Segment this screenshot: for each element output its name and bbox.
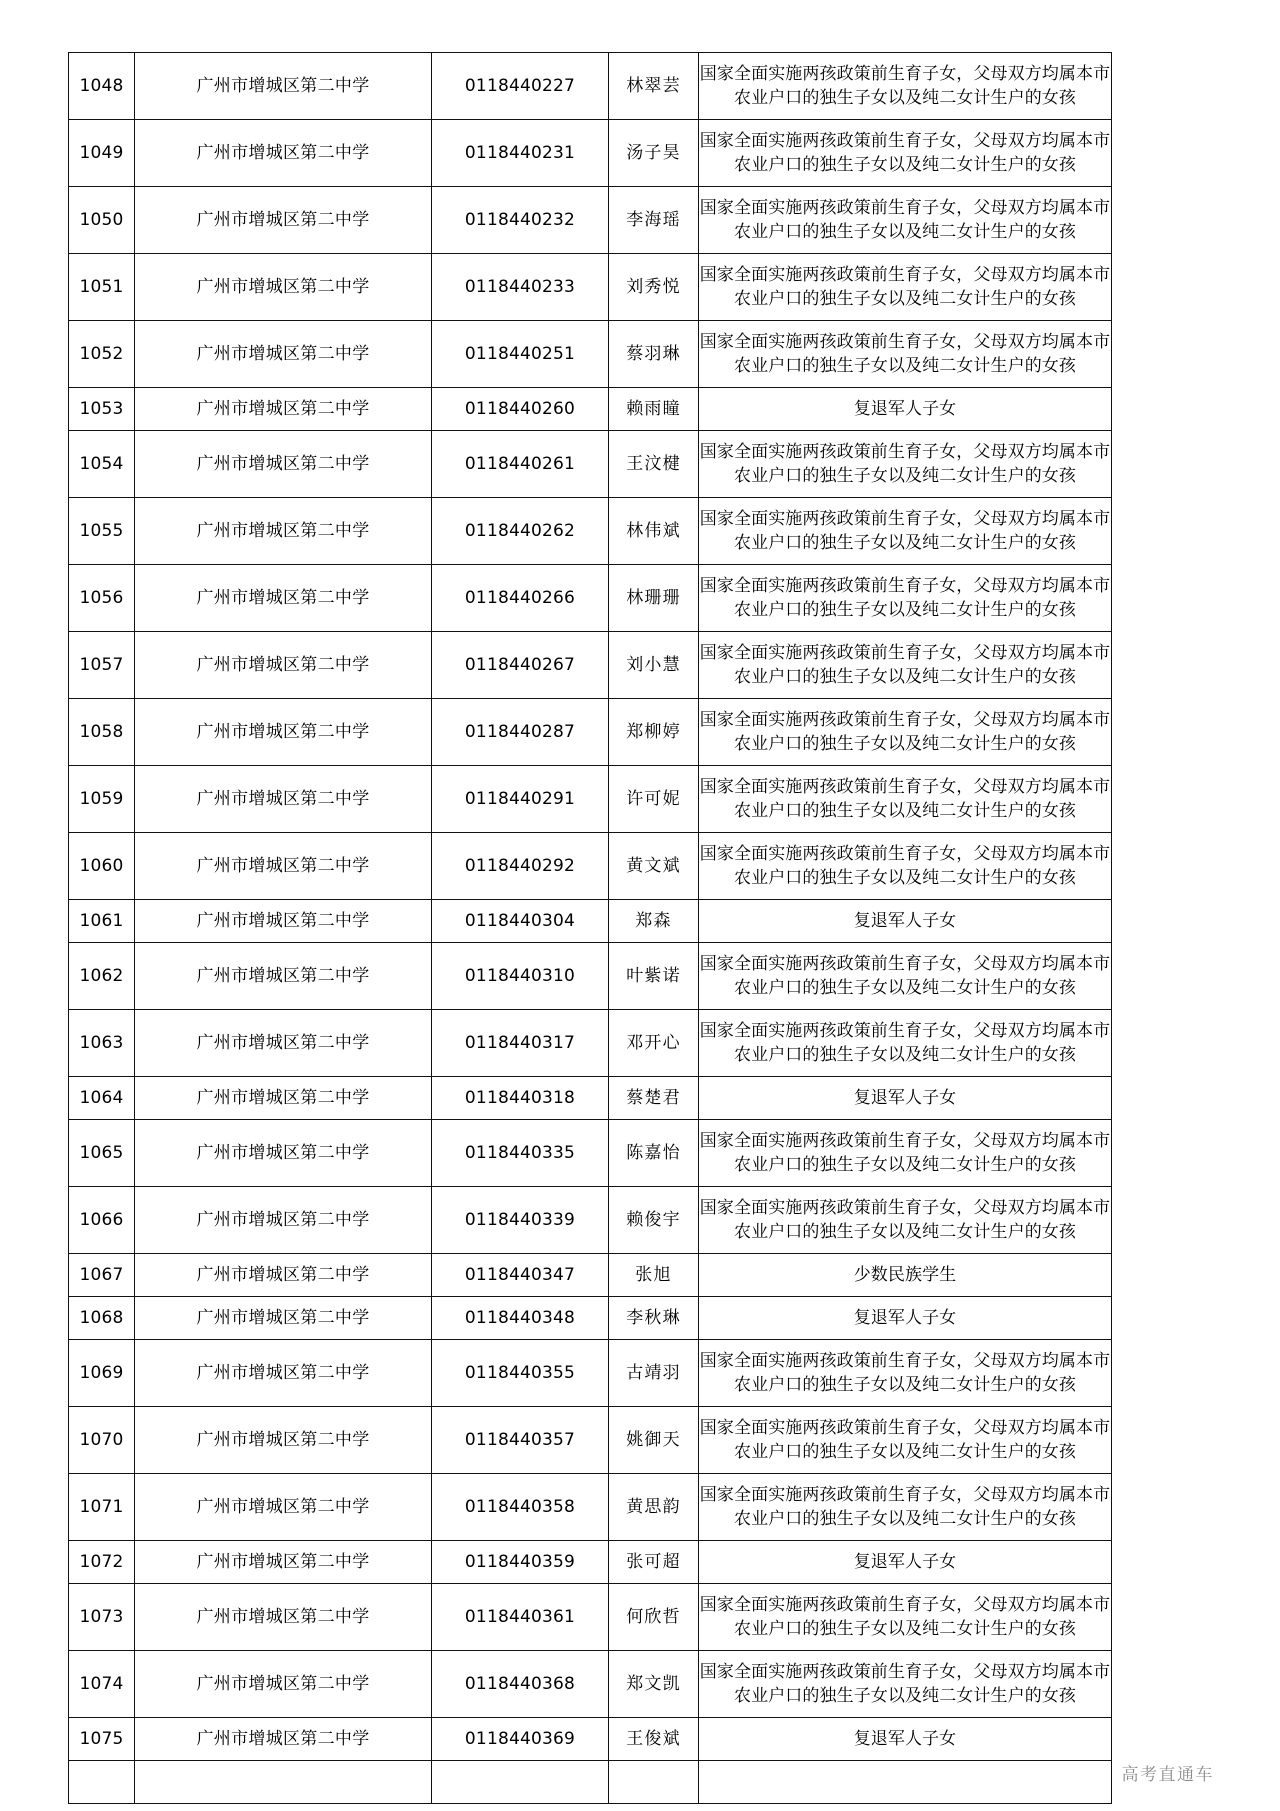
cell-student-name: 郑森 (609, 900, 699, 943)
cell-sequence-number: 1070 (69, 1407, 135, 1474)
cell-student-name: 郑柳婷 (609, 699, 699, 766)
policy-reason-text: 国家全面实施两孩政策前生育子女，父母双方均属本市农业户口的独生子女以及纯二女计生户的女孩 (699, 1661, 1111, 1706)
policy-reason-text: 国家全面实施两孩政策前生育子女，父母双方均属本市农业户口的独生子女以及纯二女计生户的女孩 (699, 575, 1111, 620)
cell-school-name: 广州市增城区第二中学 (135, 1340, 432, 1407)
policy-reason-text: 国家全面实施两孩政策前生育子女，父母双方均属本市农业户口的独生子女以及纯二女计生户的女孩 (699, 843, 1111, 888)
cell-policy-reason (699, 498, 1112, 565)
cell-school-name: 广州市增城区第二中学 (135, 1474, 432, 1541)
cell-sequence-number: 1066 (69, 1187, 135, 1254)
cell-policy-reason (699, 1120, 1112, 1187)
cell-school-name: 广州市增城区第二中学 (135, 321, 432, 388)
policy-reason-text: 国家全面实施两孩政策前生育子女，父母双方均属本市农业户口的独生子女以及纯二女计生户的女孩 (699, 331, 1111, 376)
policy-reason-text: 国家全面实施两孩政策前生育子女，父母双方均属本市农业户口的独生子女以及纯二女计生户的女孩 (699, 1020, 1111, 1065)
table-row (69, 1297, 1112, 1340)
cell-school-name: 广州市增城区第二中学 (135, 699, 432, 766)
cell-school-name: 广州市增城区第二中学 (135, 565, 432, 632)
cell-school-name: 广州市增城区第二中学 (135, 1584, 432, 1651)
cell-sequence-number: 1068 (69, 1297, 135, 1340)
cell-policy-reason (699, 833, 1112, 900)
policy-reason-text: 国家全面实施两孩政策前生育子女，父母双方均属本市农业户口的独生子女以及纯二女计生户的女孩 (699, 1594, 1111, 1639)
table-row (69, 632, 1112, 699)
cell-student-name: 陈嘉怡 (609, 1120, 699, 1187)
table-row (69, 1718, 1112, 1761)
cell-sequence-number: 1052 (69, 321, 135, 388)
table-row (69, 565, 1112, 632)
table-row (69, 254, 1112, 321)
cell-student-name: 林伟斌 (609, 498, 699, 565)
cell-school-name: 广州市增城区第二中学 (135, 632, 432, 699)
cell-student-id: 0118440368 (432, 1651, 609, 1718)
cell-student-id: 0118440231 (432, 120, 609, 187)
policy-reason-text: 国家全面实施两孩政策前生育子女，父母双方均属本市农业户口的独生子女以及纯二女计生户的女孩 (699, 197, 1111, 242)
cell-student-id: 0118440251 (432, 321, 609, 388)
policy-reason-text: 国家全面实施两孩政策前生育子女，父母双方均属本市农业户口的独生子女以及纯二女计生户的女孩 (699, 508, 1111, 553)
cell-student-name: 林珊珊 (609, 565, 699, 632)
cell-policy-reason (699, 1010, 1112, 1077)
cell-student-id: 0118440318 (432, 1077, 609, 1120)
cell-student-name: 何欣哲 (609, 1584, 699, 1651)
cell-school-name: 广州市增城区第二中学 (135, 120, 432, 187)
cell-sequence-number: 1072 (69, 1541, 135, 1584)
cell-student-id: 0118440266 (432, 565, 609, 632)
cell-student-id: 0118440232 (432, 187, 609, 254)
cell-school-name: 广州市增城区第二中学 (135, 1407, 432, 1474)
table-row (69, 1120, 1112, 1187)
table-row (69, 1254, 1112, 1297)
policy-reason-text: 国家全面实施两孩政策前生育子女，父母双方均属本市农业户口的独生子女以及纯二女计生户的女孩 (699, 709, 1111, 754)
cell-student-name: 刘小慧 (609, 632, 699, 699)
cell-student-id: 0118440359 (432, 1541, 609, 1584)
cell-sequence-number: 1067 (69, 1254, 135, 1297)
cell-sequence-number: 1050 (69, 187, 135, 254)
cell-school-name: 广州市增城区第二中学 (135, 1010, 432, 1077)
cell-school-name: 广州市增城区第二中学 (135, 833, 432, 900)
cell-student-name: 姚御天 (609, 1407, 699, 1474)
cell-sequence-number: 1062 (69, 943, 135, 1010)
cell-student-name: 蔡楚君 (609, 1077, 699, 1120)
cell-student-id: 0118440335 (432, 1120, 609, 1187)
cell-sequence-number: 1057 (69, 632, 135, 699)
cell-policy-reason (699, 1474, 1112, 1541)
cell-sequence-number: 1059 (69, 766, 135, 833)
cell-student-name: 古靖羽 (609, 1340, 699, 1407)
cell-student-id: 0118440267 (432, 632, 609, 699)
cell-student-id: 0118440262 (432, 498, 609, 565)
cell-policy-reason (699, 53, 1112, 120)
table-row (69, 900, 1112, 943)
cell-sequence-number: 1064 (69, 1077, 135, 1120)
table-row (69, 1340, 1112, 1407)
policy-reason-text: 国家全面实施两孩政策前生育子女，父母双方均属本市农业户口的独生子女以及纯二女计生户的女孩 (699, 1417, 1111, 1462)
table-row (69, 1761, 1112, 1804)
cell-policy-reason (699, 900, 1112, 943)
cell-student-id: 0118440358 (432, 1474, 609, 1541)
cell-sequence-number: 1058 (69, 699, 135, 766)
cell-student-name: 王汶楗 (609, 431, 699, 498)
cell-policy-reason (699, 431, 1112, 498)
cell-school-name: 广州市增城区第二中学 (135, 431, 432, 498)
policy-reason-text: 国家全面实施两孩政策前生育子女，父母双方均属本市农业户口的独生子女以及纯二女计生户的女孩 (699, 642, 1111, 687)
policy-reason-text: 复退军人子女 (853, 1087, 957, 1108)
cell-student-id: 0118440227 (432, 53, 609, 120)
cell-sequence-number: 1073 (69, 1584, 135, 1651)
table-row (69, 1541, 1112, 1584)
cell-student-name: 邓开心 (609, 1010, 699, 1077)
admission-roster-table (68, 52, 1112, 1804)
cell-student-id: 0118440233 (432, 254, 609, 321)
policy-reason-text: 少数民族学生 (853, 1264, 957, 1285)
cell-policy-reason (699, 766, 1112, 833)
cell-student-id: 0118440357 (432, 1407, 609, 1474)
table-row (69, 833, 1112, 900)
cell-policy-reason (699, 632, 1112, 699)
cell-student-name: 林翠芸 (609, 53, 699, 120)
cell-sequence-number: 1060 (69, 833, 135, 900)
cell-student-id: 0118440339 (432, 1187, 609, 1254)
cell-sequence-number: 1056 (69, 565, 135, 632)
cell-student-name: 张可超 (609, 1541, 699, 1584)
table-row (69, 120, 1112, 187)
cell-school-name: 广州市增城区第二中学 (135, 943, 432, 1010)
cell-school-name: 广州市增城区第二中学 (135, 1718, 432, 1761)
policy-reason-text: 国家全面实施两孩政策前生育子女，父母双方均属本市农业户口的独生子女以及纯二女计生户的女孩 (699, 63, 1111, 108)
cell-sequence-number: 1054 (69, 431, 135, 498)
cell-sequence-number: 1069 (69, 1340, 135, 1407)
table-row (69, 766, 1112, 833)
cell-sequence-number: 1075 (69, 1718, 135, 1761)
cell-student-name: 黄思韵 (609, 1474, 699, 1541)
cell-school-name: 广州市增城区第二中学 (135, 1120, 432, 1187)
policy-reason-text: 国家全面实施两孩政策前生育子女，父母双方均属本市农业户口的独生子女以及纯二女计生户的女孩 (699, 441, 1111, 486)
policy-reason-text: 复退军人子女 (853, 1551, 957, 1572)
policy-reason-text: 国家全面实施两孩政策前生育子女，父母双方均属本市农业户口的独生子女以及纯二女计生户的女孩 (699, 1130, 1111, 1175)
policy-reason-text: 国家全面实施两孩政策前生育子女，父母双方均属本市农业户口的独生子女以及纯二女计生户的女孩 (699, 1350, 1111, 1395)
cell-policy-reason (699, 1584, 1112, 1651)
cell-sequence-number: 1061 (69, 900, 135, 943)
cell-student-id: 0118440291 (432, 766, 609, 833)
policy-reason-text: 国家全面实施两孩政策前生育子女，父母双方均属本市农业户口的独生子女以及纯二女计生户的女孩 (699, 953, 1111, 998)
cell-policy-reason (699, 1541, 1112, 1584)
policy-reason-text: 国家全面实施两孩政策前生育子女，父母双方均属本市农业户口的独生子女以及纯二女计生户的女孩 (699, 264, 1111, 309)
cell-sequence-number (69, 1761, 135, 1804)
cell-policy-reason (699, 187, 1112, 254)
cell-school-name: 广州市增城区第二中学 (135, 1187, 432, 1254)
cell-school-name: 广州市增城区第二中学 (135, 254, 432, 321)
cell-school-name: 广州市增城区第二中学 (135, 498, 432, 565)
cell-school-name: 广州市增城区第二中学 (135, 53, 432, 120)
cell-sequence-number: 1074 (69, 1651, 135, 1718)
cell-school-name: 广州市增城区第二中学 (135, 187, 432, 254)
table-row (69, 187, 1112, 254)
table-row (69, 1584, 1112, 1651)
cell-student-name: 黄文斌 (609, 833, 699, 900)
policy-reason-text: 复退军人子女 (853, 1728, 957, 1749)
cell-policy-reason (699, 1651, 1112, 1718)
table-row (69, 431, 1112, 498)
cell-sequence-number: 1053 (69, 388, 135, 431)
cell-sequence-number: 1051 (69, 254, 135, 321)
table-row (69, 53, 1112, 120)
table-row (69, 1187, 1112, 1254)
cell-student-id: 0118440287 (432, 699, 609, 766)
cell-school-name: 广州市增城区第二中学 (135, 1077, 432, 1120)
cell-student-id: 0118440361 (432, 1584, 609, 1651)
cell-student-id: 0118440317 (432, 1010, 609, 1077)
cell-policy-reason (699, 1340, 1112, 1407)
cell-sequence-number: 1065 (69, 1120, 135, 1187)
table-row (69, 943, 1112, 1010)
cell-student-name: 张旭 (609, 1254, 699, 1297)
cell-sequence-number: 1055 (69, 498, 135, 565)
cell-student-name: 郑文凯 (609, 1651, 699, 1718)
cell-student-name: 蔡羽琳 (609, 321, 699, 388)
cell-school-name: 广州市增城区第二中学 (135, 766, 432, 833)
cell-student-name: 李秋琳 (609, 1297, 699, 1340)
table-row (69, 1010, 1112, 1077)
cell-policy-reason (699, 120, 1112, 187)
cell-school-name: 广州市增城区第二中学 (135, 1254, 432, 1297)
cell-policy-reason (699, 565, 1112, 632)
cell-student-id: 0118440260 (432, 388, 609, 431)
cell-school-name: 广州市增城区第二中学 (135, 388, 432, 431)
policy-reason-text: 国家全面实施两孩政策前生育子女，父母双方均属本市农业户口的独生子女以及纯二女计生户的女孩 (699, 130, 1111, 175)
cell-student-name: 汤子昊 (609, 120, 699, 187)
table-row (69, 1474, 1112, 1541)
cell-school-name: 广州市增城区第二中学 (135, 1297, 432, 1340)
cell-sequence-number: 1071 (69, 1474, 135, 1541)
cell-student-id: 0118440261 (432, 431, 609, 498)
cell-student-id: 0118440348 (432, 1297, 609, 1340)
cell-student-id: 0118440355 (432, 1340, 609, 1407)
cell-policy-reason (699, 1254, 1112, 1297)
cell-student-id: 0118440369 (432, 1718, 609, 1761)
cell-sequence-number: 1049 (69, 120, 135, 187)
table-row (69, 699, 1112, 766)
cell-policy-reason (699, 1718, 1112, 1761)
cell-student-name: 赖俊宇 (609, 1187, 699, 1254)
cell-policy-reason (699, 254, 1112, 321)
cell-student-name (609, 1761, 699, 1804)
cell-policy-reason (699, 1297, 1112, 1340)
cell-school-name (135, 1761, 432, 1804)
policy-reason-text: 国家全面实施两孩政策前生育子女，父母双方均属本市农业户口的独生子女以及纯二女计生户的女孩 (699, 1484, 1111, 1529)
cell-sequence-number: 1048 (69, 53, 135, 120)
cell-policy-reason (699, 1077, 1112, 1120)
policy-reason-text: 复退军人子女 (853, 1307, 957, 1328)
cell-school-name: 广州市增城区第二中学 (135, 900, 432, 943)
cell-policy-reason (699, 943, 1112, 1010)
cell-policy-reason (699, 321, 1112, 388)
cell-student-id: 0118440292 (432, 833, 609, 900)
cell-student-name: 王俊斌 (609, 1718, 699, 1761)
cell-policy-reason (699, 1761, 1112, 1804)
policy-reason-text: 国家全面实施两孩政策前生育子女，父母双方均属本市农业户口的独生子女以及纯二女计生户的女孩 (699, 776, 1111, 821)
cell-student-id: 0118440347 (432, 1254, 609, 1297)
cell-sequence-number: 1063 (69, 1010, 135, 1077)
watermark: 高考直通车 (1121, 1765, 1214, 1785)
cell-student-id (432, 1761, 609, 1804)
cell-student-id: 0118440304 (432, 900, 609, 943)
cell-student-id: 0118440310 (432, 943, 609, 1010)
cell-school-name: 广州市增城区第二中学 (135, 1541, 432, 1584)
cell-student-name: 叶紫诺 (609, 943, 699, 1010)
table-row (69, 1651, 1112, 1718)
cell-policy-reason (699, 699, 1112, 766)
cell-policy-reason (699, 388, 1112, 431)
cell-policy-reason (699, 1187, 1112, 1254)
table-row (69, 321, 1112, 388)
table-row (69, 1077, 1112, 1120)
cell-policy-reason (699, 1407, 1112, 1474)
policy-reason-text: 复退军人子女 (853, 398, 957, 419)
cell-student-name: 李海瑶 (609, 187, 699, 254)
cell-school-name: 广州市增城区第二中学 (135, 1651, 432, 1718)
cell-student-name: 许可妮 (609, 766, 699, 833)
policy-reason-text: 复退军人子女 (853, 910, 957, 931)
policy-reason-text: 国家全面实施两孩政策前生育子女，父母双方均属本市农业户口的独生子女以及纯二女计生户的女孩 (699, 1197, 1111, 1242)
table-row (69, 498, 1112, 565)
table-row (69, 388, 1112, 431)
table-row (69, 1407, 1112, 1474)
table-body (69, 53, 1112, 1804)
cell-student-name: 刘秀悦 (609, 254, 699, 321)
cell-student-name: 赖雨瞳 (609, 388, 699, 431)
